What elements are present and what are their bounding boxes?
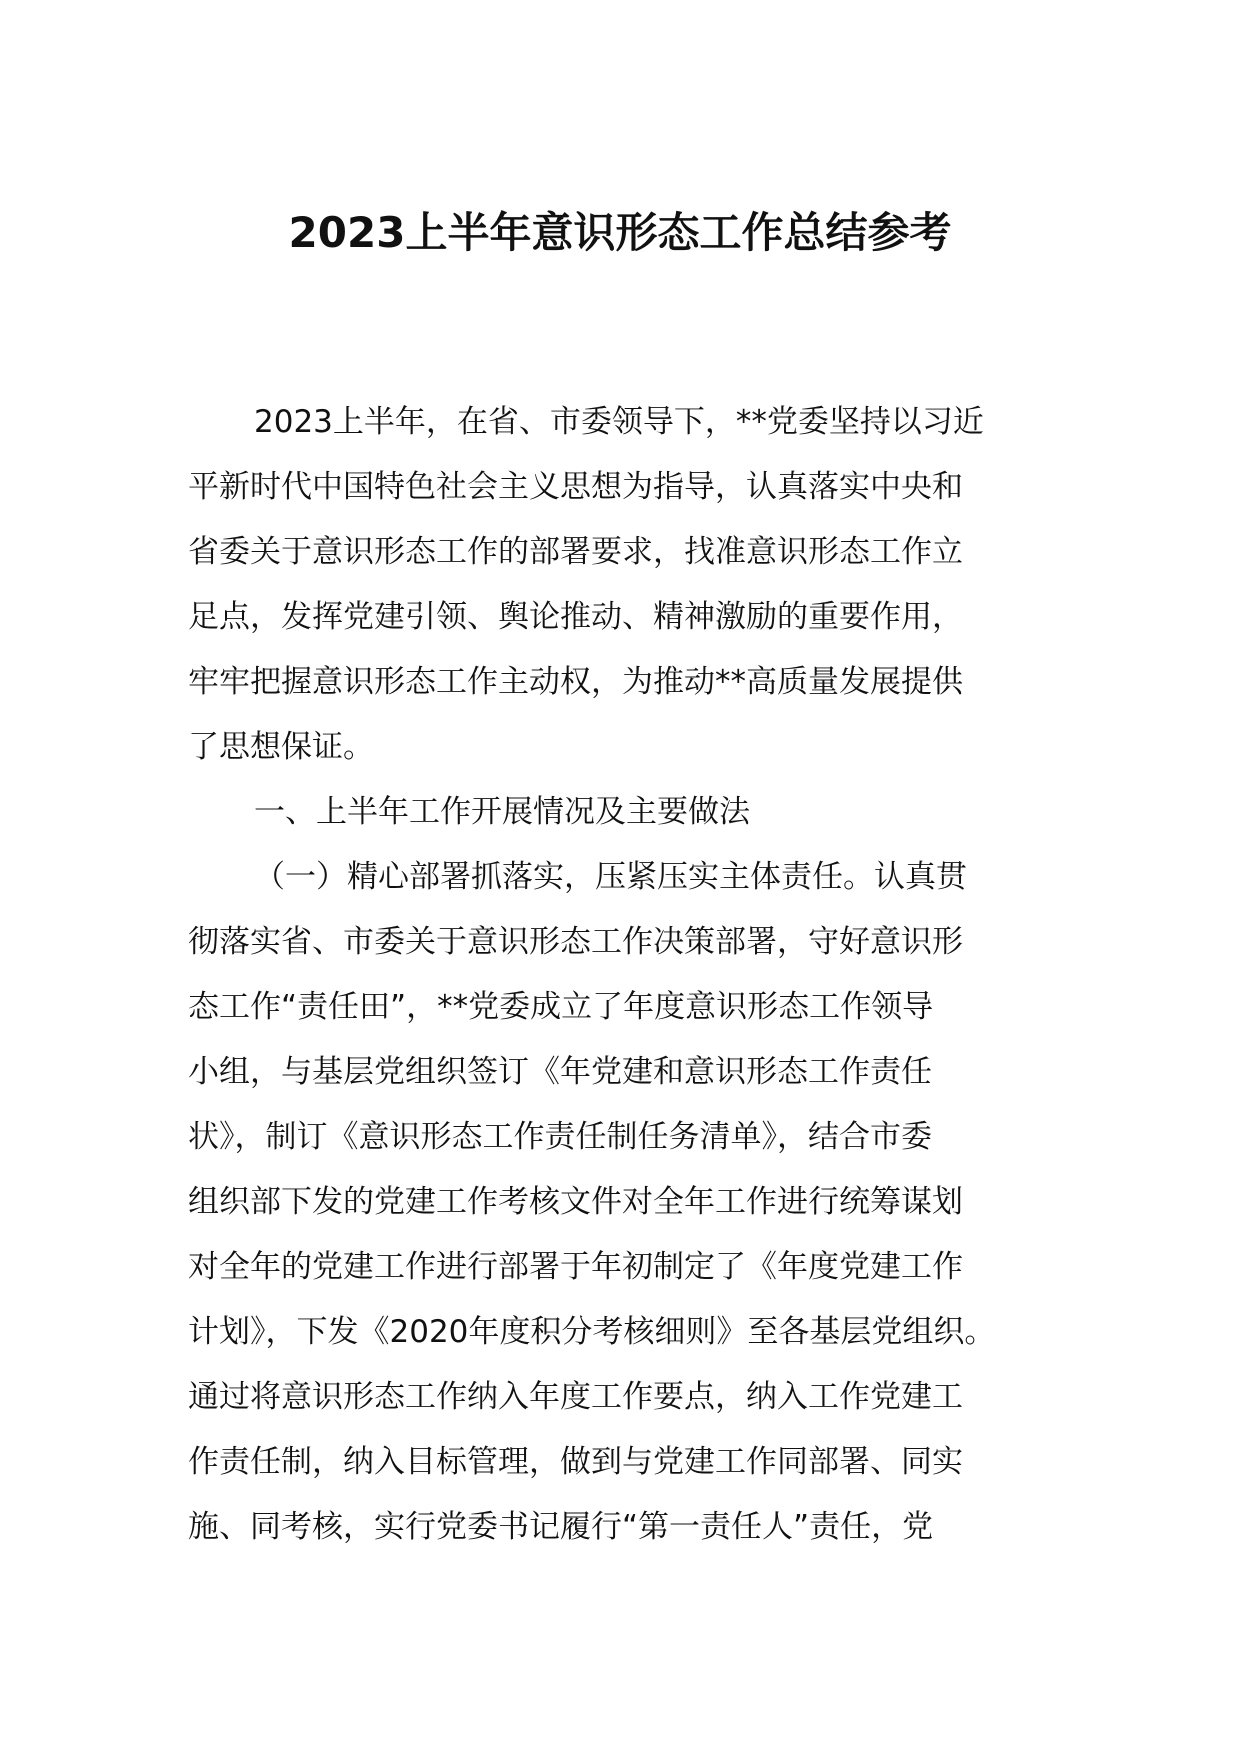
paragraph-line: 足点，发挥党建引领、舆论推动、精神激励的重要作用， xyxy=(188,599,963,635)
document-body xyxy=(188,390,1068,1560)
paragraph-line: 平新时代中国特色社会主义思想为指导，认真落实中央和 xyxy=(188,469,963,505)
paragraph-line: 作责任制，纳入目标管理，做到与党建工作同部署、同实 xyxy=(188,1444,963,1480)
paragraph-line: 组织部下发的党建工作考核文件对全年工作进行统筹谋划 xyxy=(188,1184,963,1220)
paragraph-line: 了思想保证。 xyxy=(188,729,374,765)
paragraph-line: 小组，与基层党组织签订《年党建和意识形态工作责任 xyxy=(188,1054,932,1090)
paragraph-line: 态工作“责任田”，**党委成立了年度意识形态工作领导 xyxy=(188,989,934,1025)
paragraph-line: （一）精心部署抓落实，压紧压实主体责任。认真贯 xyxy=(254,859,967,895)
paragraph-line: 计划》，下发《2020年度积分考核细则》至各基层党组织。 xyxy=(188,1314,996,1350)
paragraph-line: 通过将意识形态工作纳入年度工作要点，纳入工作党建工 xyxy=(188,1379,963,1415)
paragraph-line: 施、同考核，实行党委书记履行“第一责任人”责任，党 xyxy=(188,1509,934,1545)
paragraph-line: 状》，制订《意识形态工作责任制任务清单》，结合市委 xyxy=(188,1119,932,1155)
section-heading: 一、上半年工作开展情况及主要做法 xyxy=(254,794,750,830)
paragraph-line: 彻落实省、市委关于意识形态工作决策部署，守好意识形 xyxy=(188,924,963,960)
document-title: 2023上半年意识形态工作总结参考 xyxy=(288,208,952,257)
paragraph-line: 省委关于意识形态工作的部署要求，找准意识形态工作立 xyxy=(188,534,963,570)
paragraph-line: 2023上半年，在省、市委领导下，**党委坚持以习近 xyxy=(254,404,984,440)
paragraph-line: 对全年的党建工作进行部署于年初制定了《年度党建工作 xyxy=(188,1249,963,1285)
paragraph-line: 牢牢把握意识形态工作主动权，为推动**高质量发展提供 xyxy=(188,664,963,700)
